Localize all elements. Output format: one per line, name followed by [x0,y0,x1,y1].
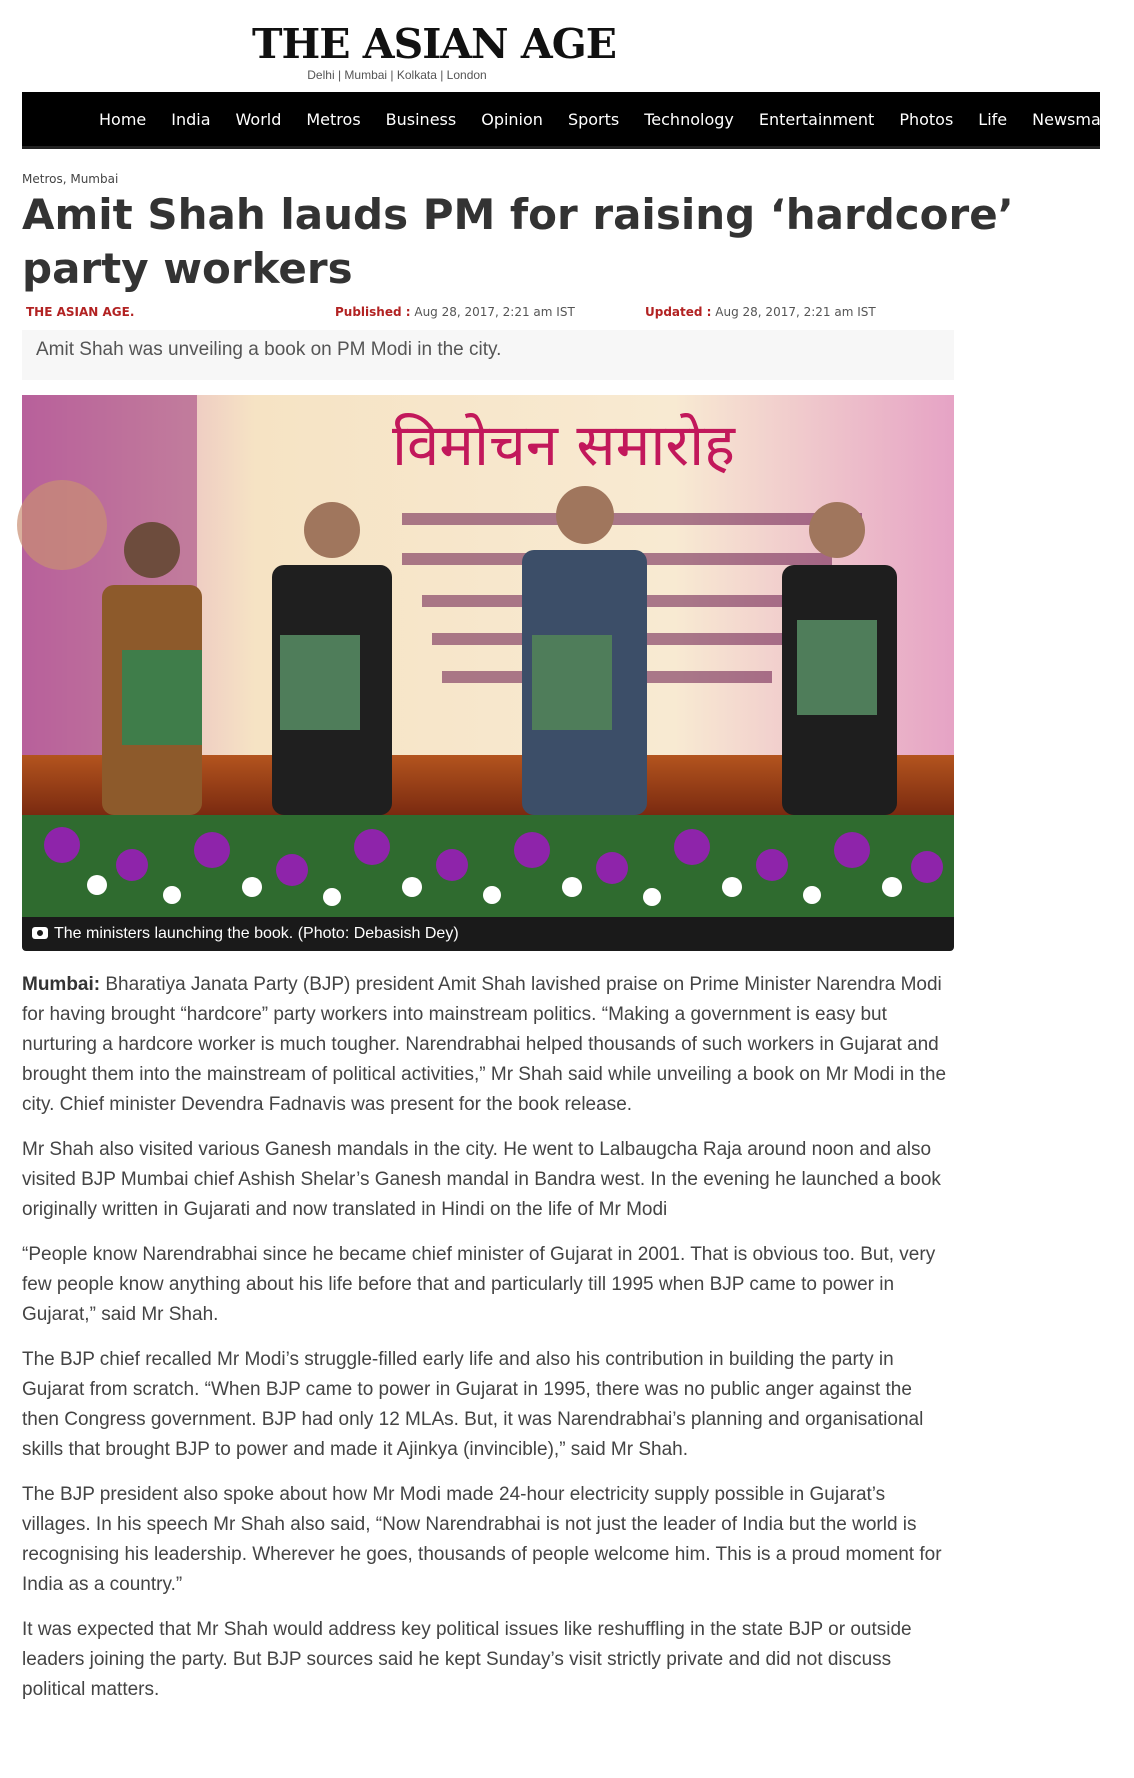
updated-value: Aug 28, 2017, 2:21 am IST [711,305,876,319]
nav-item-opinion[interactable]: Opinion [481,109,543,129]
article-photo [22,395,954,917]
site-masthead [252,20,617,82]
dateline: Mumbai: [22,974,101,995]
article-paragraph: Mr Shah also visited various Ganesh mandals in the city. He went to Lalbaugcha Raja around noon and also visited BJP Mumbai chief Ashish Shelar’s Ganesh mandal in Bandra west. In the evening he launched a book originally written in Gujarati and now translated in Hindi on the life of Mr Modi [22,1139,941,1220]
banner-text: विमोचन समारोह [392,411,735,479]
site-logo[interactable]: THE ASIAN AGE [252,20,617,68]
article-summary: Amit Shah was unveiling a book on PM Modi in the city. [22,330,954,380]
article-source[interactable]: THE ASIAN AGE. [26,305,135,319]
article-paragraph: “People know Narendrabhai since he became chief minister of Gujarat in 2001. That is obvious too. But, very few people know anything about his life before that and particularly till 1995 when BJP came to power in Gujarat,” said Mr Shah. [22,1244,936,1325]
article-paragraph: The BJP chief recalled Mr Modi’s struggle-filled early life and also his contribution in building the party in Gujarat from scratch. “When BJP came to power in Gujarat in 1995, there was no public anger against the then Congress government. BJP had only 12 MLAs. But, it was Narendrabhai’s planning and organisational skills that brought BJP to power and made it Ajinkya (invincible),” said Mr Shah. [22,1349,924,1460]
nav-item-newsmakers[interactable]: Newsmakers [1032,109,1134,129]
updated-label: Updated : [645,305,712,319]
main-nav [22,92,1134,149]
photo-caption [22,917,954,951]
nav-item-world[interactable]: World [235,109,282,129]
nav-item-india[interactable]: India [171,109,211,129]
breadcrumb[interactable]: Metros, Mumbai [22,172,119,186]
article-paragraph: It was expected that Mr Shah would address key political issues like reshuffling in the state BJP or outside leaders joining the party. But BJP sources said he kept Sunday’s visit strictly private and did not discuss political matters. [22,1619,912,1700]
nav-item-business[interactable]: Business [385,109,457,129]
published-value: Aug 28, 2017, 2:21 am IST [410,305,575,319]
nav-item-metros[interactable]: Metros [306,109,361,129]
editions-list: Delhi | Mumbai | Kolkata | London [307,68,487,82]
article-title: Amit Shah lauds PM for raising ‘hardcore’ party workers [22,190,1014,293]
nav-item-photos[interactable]: Photos [899,109,954,129]
caption-text: The ministers launching the book. (Photo: Debasish Dey) [54,925,459,942]
nav-item-technology[interactable]: Technology [644,109,734,129]
camera-icon [32,927,48,939]
paragraph-text: Bharatiya Janata Party (BJP) president Amit Shah lavished praise on Prime Minister Narendra Modi for having brought “hardcore” party workers into mainstream politics. “Making a government is easy but nurturing a hardcore worker is much tougher. Narendrabhai helped thousands of such workers in Gujarat and brought them into the mainstream of political activities,” Mr Shah said while unveiling a book on Mr Modi in the city. Chief minister Devendra Fadnavis was present for the book release. [22,974,947,1115]
article-body [22,970,954,1720]
nav-item-sports[interactable]: Sports [567,109,620,129]
article-paragraph: The BJP president also spoke about how Mr Modi made 24-hour electricity supply possible in Gujarat’s villages. In his speech Mr Shah also said, “Now Narendrabhai is not just the leader of India but the world is recognising his leadership. Wherever he goes, thousands of people welcome him. This is a proud moment for India as a country.” [22,1484,942,1595]
published-date [335,305,575,319]
updated-date [645,305,876,319]
nav-item-life[interactable]: Life [978,109,1008,129]
nav-item-home[interactable]: Home [99,109,147,129]
published-label: Published : [335,305,411,319]
nav-item-entertainment[interactable]: Entertainment [758,109,875,129]
article-paragraph [22,970,954,1120]
